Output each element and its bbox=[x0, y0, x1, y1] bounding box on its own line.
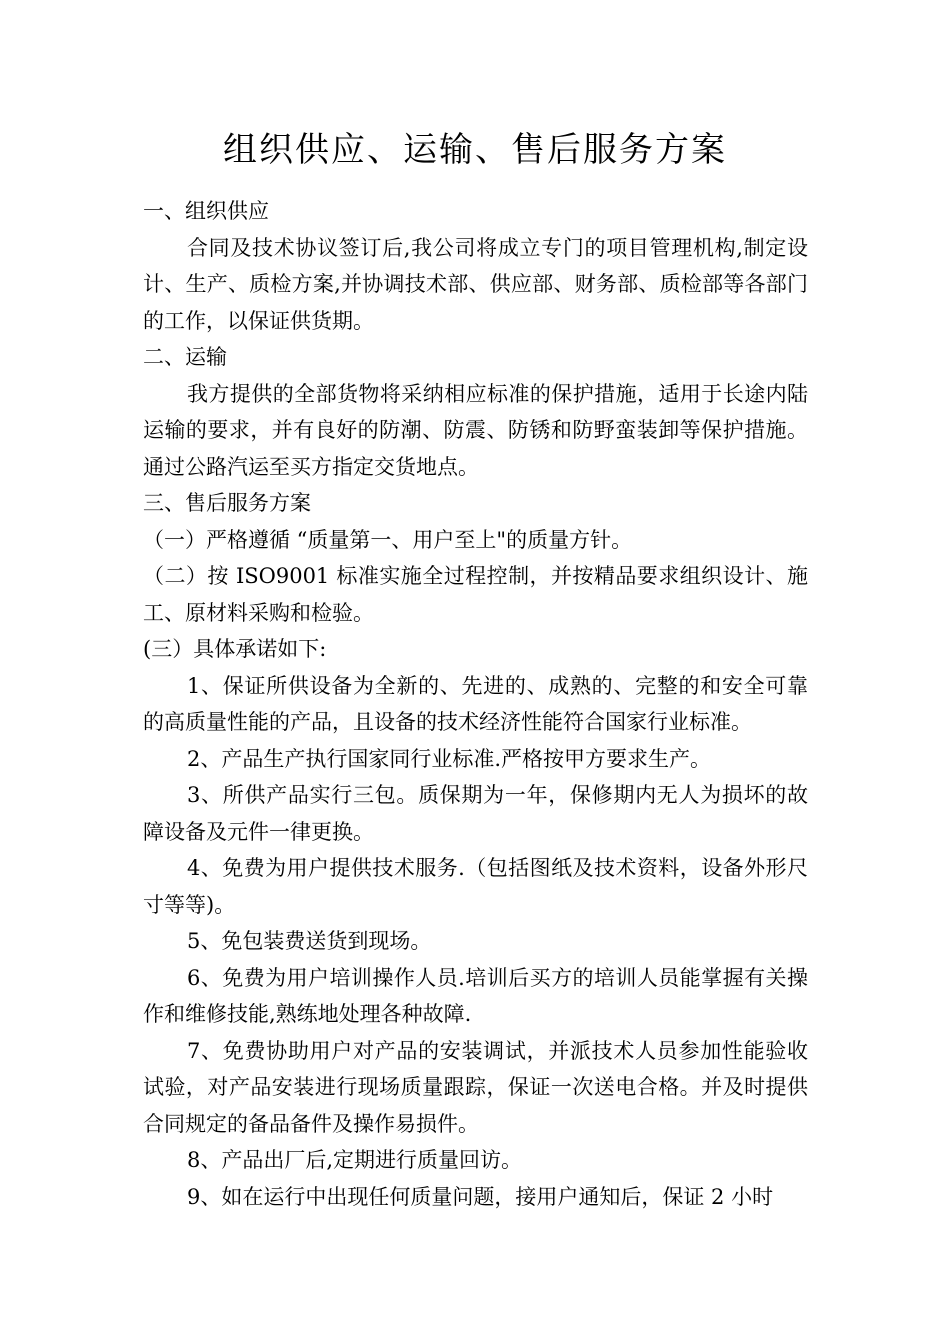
section-heading: 二、运输 bbox=[143, 345, 227, 369]
commitment-item: 6、免费为用户培训操作人员.培训后买方的培训人员能掌握有关操作和维修技能,熟练地处理各种故障. bbox=[143, 965, 808, 1026]
document-title: 组织供应、运输、售后服务方案 bbox=[223, 130, 727, 170]
commitment-item: 2、产品生产执行国家同行业标准.严格按甲方要求生产。 bbox=[187, 746, 712, 771]
section-heading: 三、售后服务方案 bbox=[143, 491, 311, 515]
body-paragraph: 我方提供的全部货物将采纳相应标准的保护措施，适用于长途内陆运输的要求，并有良好的防潮、防震、防锈和防野蛮装卸等保护措施。通过公路汽运至买方指定交货地点。 bbox=[143, 381, 808, 479]
sub-item: （一）严格遵循 “质量第一、用户至上"的质量方针。 bbox=[143, 527, 633, 552]
commitment-item: 1、保证所供设备为全新的、先进的、成熟的、完整的和安全可靠的高质量性能的产品，且设备的技术经济性能符合国家行业标准。 bbox=[143, 673, 808, 734]
body-paragraph: 合同及技术协议签订后,我公司将成立专门的项目管理机构,制定设计、生产、质检方案,并协调技术部、供应部、财务部、质检部等各部门的工作，以保证供货期。 bbox=[143, 235, 808, 333]
commitment-item: 3、所供产品实行三包。质保期为一年，保修期内无人为损坏的故障设备及元件一律更换。 bbox=[143, 783, 808, 844]
commitment-item: 5、免包装费送货到现场。 bbox=[187, 929, 432, 953]
sub-item: (三）具体承诺如下: bbox=[143, 637, 327, 661]
commitment-item: 4、免费为用户提供技术服务.（包括图纸及技术资料，设备外形尺寸等等)。 bbox=[143, 856, 808, 917]
document-body bbox=[143, 193, 808, 1215]
commitment-item: 8、产品出厂后,定期进行质量回访。 bbox=[187, 1148, 523, 1172]
commitment-item: 7、免费协助用户对产品的安装调试，并派技术人员参加性能验收试验，对产品安装进行现场质量跟踪，保证一次送电合格。并及时提供合同规定的备品备件及操作易损件。 bbox=[143, 1038, 808, 1136]
section-heading: 一、组织供应 bbox=[143, 199, 269, 223]
commitment-item: 9、如在运行中出现任何质量问题，接用户通知后，保证 2 小时 bbox=[187, 1184, 774, 1209]
sub-item: （二）按 ISO9001 标准实施全过程控制，并按精品要求组织设计、施工、原材料采购和检验。 bbox=[143, 564, 808, 625]
